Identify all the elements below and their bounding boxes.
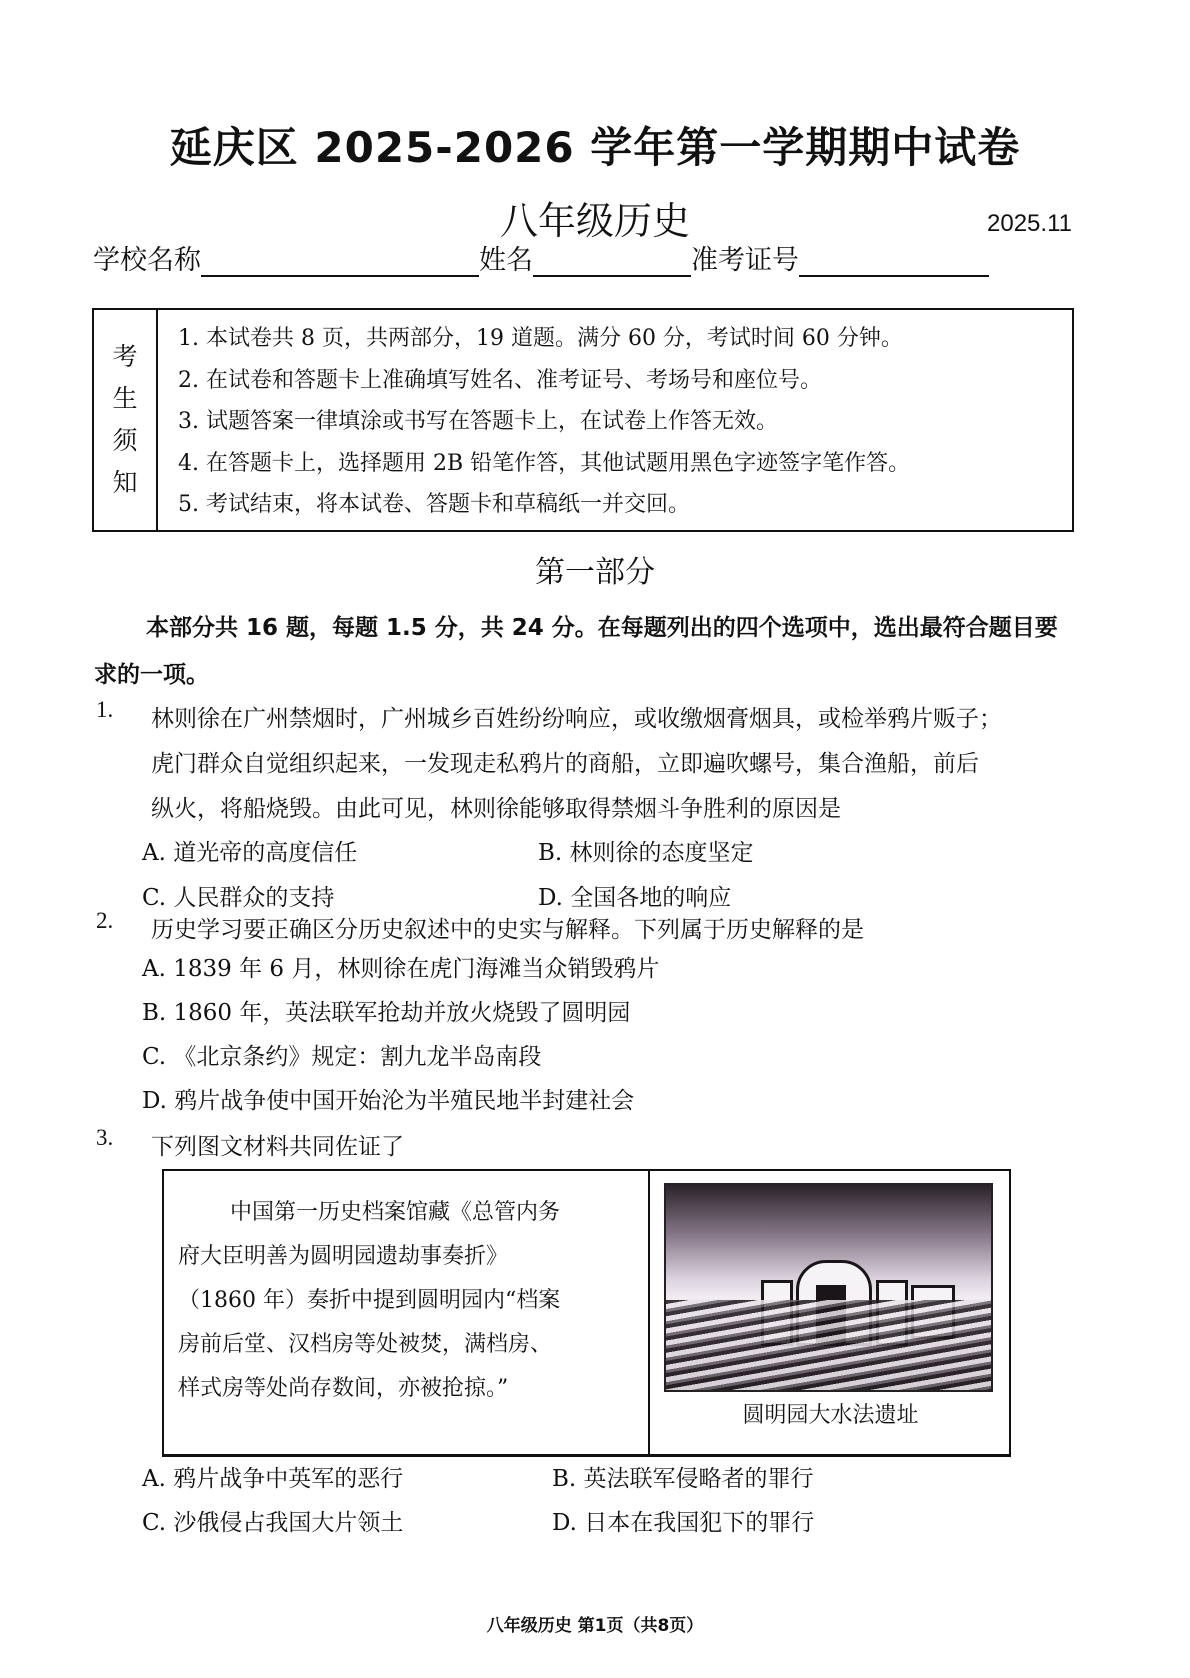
stem-line: 林则徐在广州禁烟时，广州城乡百姓纷纷响应，或收缴烟膏烟具，或检举鸦片贩子； <box>151 706 1002 732</box>
section-intro: 本部分共 16 题，每题 1.5 分，共 24 分。在每题列出的四个选项中，选出最符合题目要求的一项。 <box>94 615 1058 688</box>
figure-caption: 圆明园大水法遗址 <box>742 1403 919 1428</box>
stem-line: 历史学习要正确区分历史叙述中的史实与解释。下列属于历史解释的是 <box>151 917 864 943</box>
question-number: 1. <box>96 697 114 722</box>
exam-id-label: 准考证号 <box>691 245 799 276</box>
notice-item: 3. 试题答案一律填涂或书写在答题卡上，在试卷上作答无效。 <box>178 409 778 434</box>
question-number: 3. <box>96 1125 114 1150</box>
question-number: 2. <box>96 908 114 933</box>
option-d[interactable]: D. 鸦片战争使中国开始沦为半殖民地半封建社会 <box>142 1088 635 1114</box>
material-text <box>164 1171 650 1454</box>
student-name-label: 姓名 <box>479 245 533 276</box>
notice-label-char: 须 <box>112 426 138 455</box>
school-name-field[interactable] <box>201 245 479 277</box>
option-a[interactable]: A. 道光帝的高度信任 <box>142 840 358 866</box>
material-line: 中国第一历史档案馆藏《总管内务 <box>230 1200 561 1225</box>
notice-label-char: 知 <box>112 468 138 497</box>
notice-item: 4. 在答题卡上，选择题用 2B 铅笔作答，其他试题用黑色字迹签字笔作答。 <box>178 450 911 476</box>
stem-line: 纵火，将船烧毁。由此可见，林则徐能够取得禁烟斗争胜利的原因是 <box>151 796 841 822</box>
exam-title: 延庆区 2025-2026 学年第一学期期中试卷 <box>169 123 1021 172</box>
notice-item: 5. 考试结束，将本试卷、答题卡和草稿纸一并交回。 <box>178 492 690 517</box>
question-3-options <box>96 1460 1076 1550</box>
question-stem <box>151 697 1076 832</box>
yuanmingyuan-ruins-photo <box>664 1183 993 1392</box>
option-c[interactable]: C. 沙俄侵占我国大片领土 <box>142 1510 404 1536</box>
notice-item: 1. 本试卷共 8 页，共两部分，19 道题。满分 60 分，考试时间 60 分钟。 <box>178 326 903 351</box>
notice-list <box>158 310 1072 530</box>
option-b[interactable]: B. 1860 年，英法联军抢劫并放火烧毁了圆明园 <box>142 1000 631 1026</box>
material-line: 房前后堂、汉档房等处被焚，满档房、 <box>178 1332 553 1357</box>
option-b[interactable]: B. 英法联军侵略者的罪行 <box>552 1466 814 1492</box>
option-c[interactable]: C. 人民群众的支持 <box>142 885 335 911</box>
material-line: 样式房等处尚存数间，亦被抢掠。” <box>178 1376 509 1401</box>
page-footer: 八年级历史 第1页（共8页） <box>486 1616 704 1636</box>
material-line: 府大臣明善为圆明园遗劫事奏折》 <box>178 1244 509 1269</box>
option-a[interactable]: A. 鸦片战争中英军的恶行 <box>142 1466 404 1492</box>
material-figure <box>650 1171 1009 1454</box>
option-b[interactable]: B. 林则徐的态度坚定 <box>538 840 754 866</box>
option-c[interactable]: C. 《北京条约》规定：割九龙半岛南段 <box>142 1044 542 1070</box>
question-stem <box>151 1125 1076 1170</box>
material-line: （1860 年）奏折中提到圆明园内“档案 <box>178 1288 561 1313</box>
stem-line: 虎门群众自觉组织起来，一发现走私鸦片的商船，立即遍吹螺号，集合渔船，前后 <box>151 751 979 777</box>
student-info-row <box>93 238 989 277</box>
school-name-label: 学校名称 <box>93 245 201 276</box>
option-d[interactable]: D. 全国各地的响应 <box>538 885 732 911</box>
section-title: 第一部分 <box>535 555 655 590</box>
stem-line: 下列图文材料共同佐证了 <box>151 1134 404 1160</box>
notice-label <box>94 310 158 530</box>
notice-label-char: 生 <box>112 384 138 413</box>
student-name-field[interactable] <box>533 245 691 277</box>
option-a[interactable]: A. 1839 年 6 月，林则徐在虎门海滩当众销毁鸦片 <box>142 956 660 982</box>
exam-subtitle: 八年级历史 <box>499 199 690 243</box>
question-1 <box>96 697 1076 911</box>
question-stem <box>151 908 1076 953</box>
question-3 <box>96 1125 1076 1165</box>
exam-id-field[interactable] <box>799 245 989 277</box>
exam-notice-box <box>92 308 1074 532</box>
question-2 <box>96 908 1076 1128</box>
question-3-material <box>162 1169 1011 1457</box>
option-d[interactable]: D. 日本在我国犯下的罪行 <box>552 1510 815 1536</box>
exam-date: 2025.11 <box>987 210 1072 237</box>
notice-label-char: 考 <box>112 342 138 371</box>
notice-item: 2. 在试卷和答题卡上准确填写姓名、准考证号、考场号和座位号。 <box>178 367 822 393</box>
